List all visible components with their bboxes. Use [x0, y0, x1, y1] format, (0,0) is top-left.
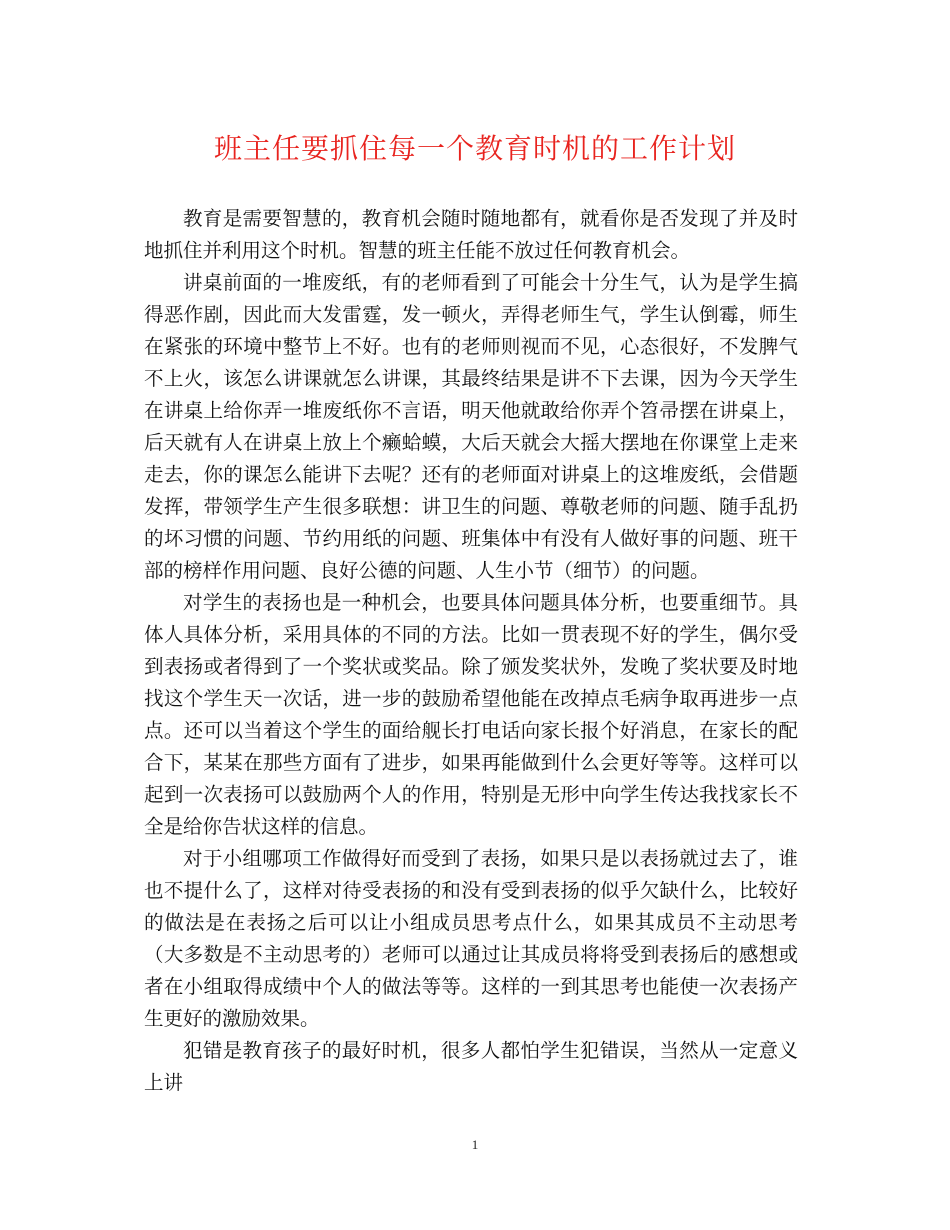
- paragraph-1: 教育是需要智慧的，教育机会随时随地都有，就看你是否发现了并及时地抓住并利用这个时机。智慧的班主任能不放过任何教育机会。: [144, 207, 798, 262]
- paragraph-3: 对学生的表扬也是一种机会，也要具体问题具体分析，也要重细节。具体人具体分析，采用具体的不同的方法。比如一贯表现不好的学生，偶尔受到表扬或者得到了一个奖状或奖品。除了颁发奖状外，发晚了奖状要及时地找这个学生天一次话，进一步的鼓励希望他能在改掉点毛病争取再进步一点点。还可以当着这个学生的面给舰长打电话向家长报个好消息，在家长的配合下，某某在那些方面有了进步，如果再能做到什么会更好等等。这样可以起到一次表扬可以鼓励两个人的作用，特别是无形中向学生传达我找家长不全是给你告状这样的信息。: [144, 591, 798, 838]
- document-title: 班主任要抓住每一个教育时机的工作计划: [213, 132, 736, 165]
- document-body: [144, 203, 798, 1099]
- paragraph-5: 犯错是教育孩子的最好时机，很多人都怕学生犯错误，当然从一定意义上讲: [144, 1039, 798, 1094]
- paragraph-4: 对于小组哪项工作做得好而受到了表扬，如果只是以表扬就过去了，谁也不提什么了，这样对待受表扬的和没有受到表扬的似乎欠缺什么，比较好的做法是在表扬之后可以让小组成员思考点什么，如果其成员不主动思考（大多数是不主动思考的）老师可以通过让其成员将将受到表扬后的感想或者在小组取得成绩中个人的做法等等。这样的一到其思考也能使一次表扬产生更好的激励效果。: [144, 847, 798, 1030]
- paragraph-2: 讲桌前面的一堆废纸，有的老师看到了可能会十分生气，认为是学生搞得恶作剧，因此而大发雷霆，发一顿火，弄得老师生气，学生认倒霉，师生在紧张的环境中整节上不好。也有的老师则视而不见，心态很好，不发脾气不上火，该怎么讲课就怎么讲课，其最终结果是讲不下去课，因为今天学生在讲桌上给你弄一堆废纸你不言语，明天他就敢给你弄个笤帚摆在讲桌上，后天就有人在讲桌上放上个癞蛤蟆，大后天就会大摇大摆地在你课堂上走来走去，你的课怎么能讲下去呢？还有的老师面对讲桌上的这堆废纸，会借题发挥，带领学生产生很多联想：讲卫生的问题、尊敬老师的问题、随手乱扔的坏习惯的问题、节约用纸的问题、班集体中有没有人做好事的问题、班干部的榜样作用问题、良好公德的问题、人生小节（细节）的问题。: [144, 271, 798, 582]
- page-number: 1: [471, 1137, 479, 1152]
